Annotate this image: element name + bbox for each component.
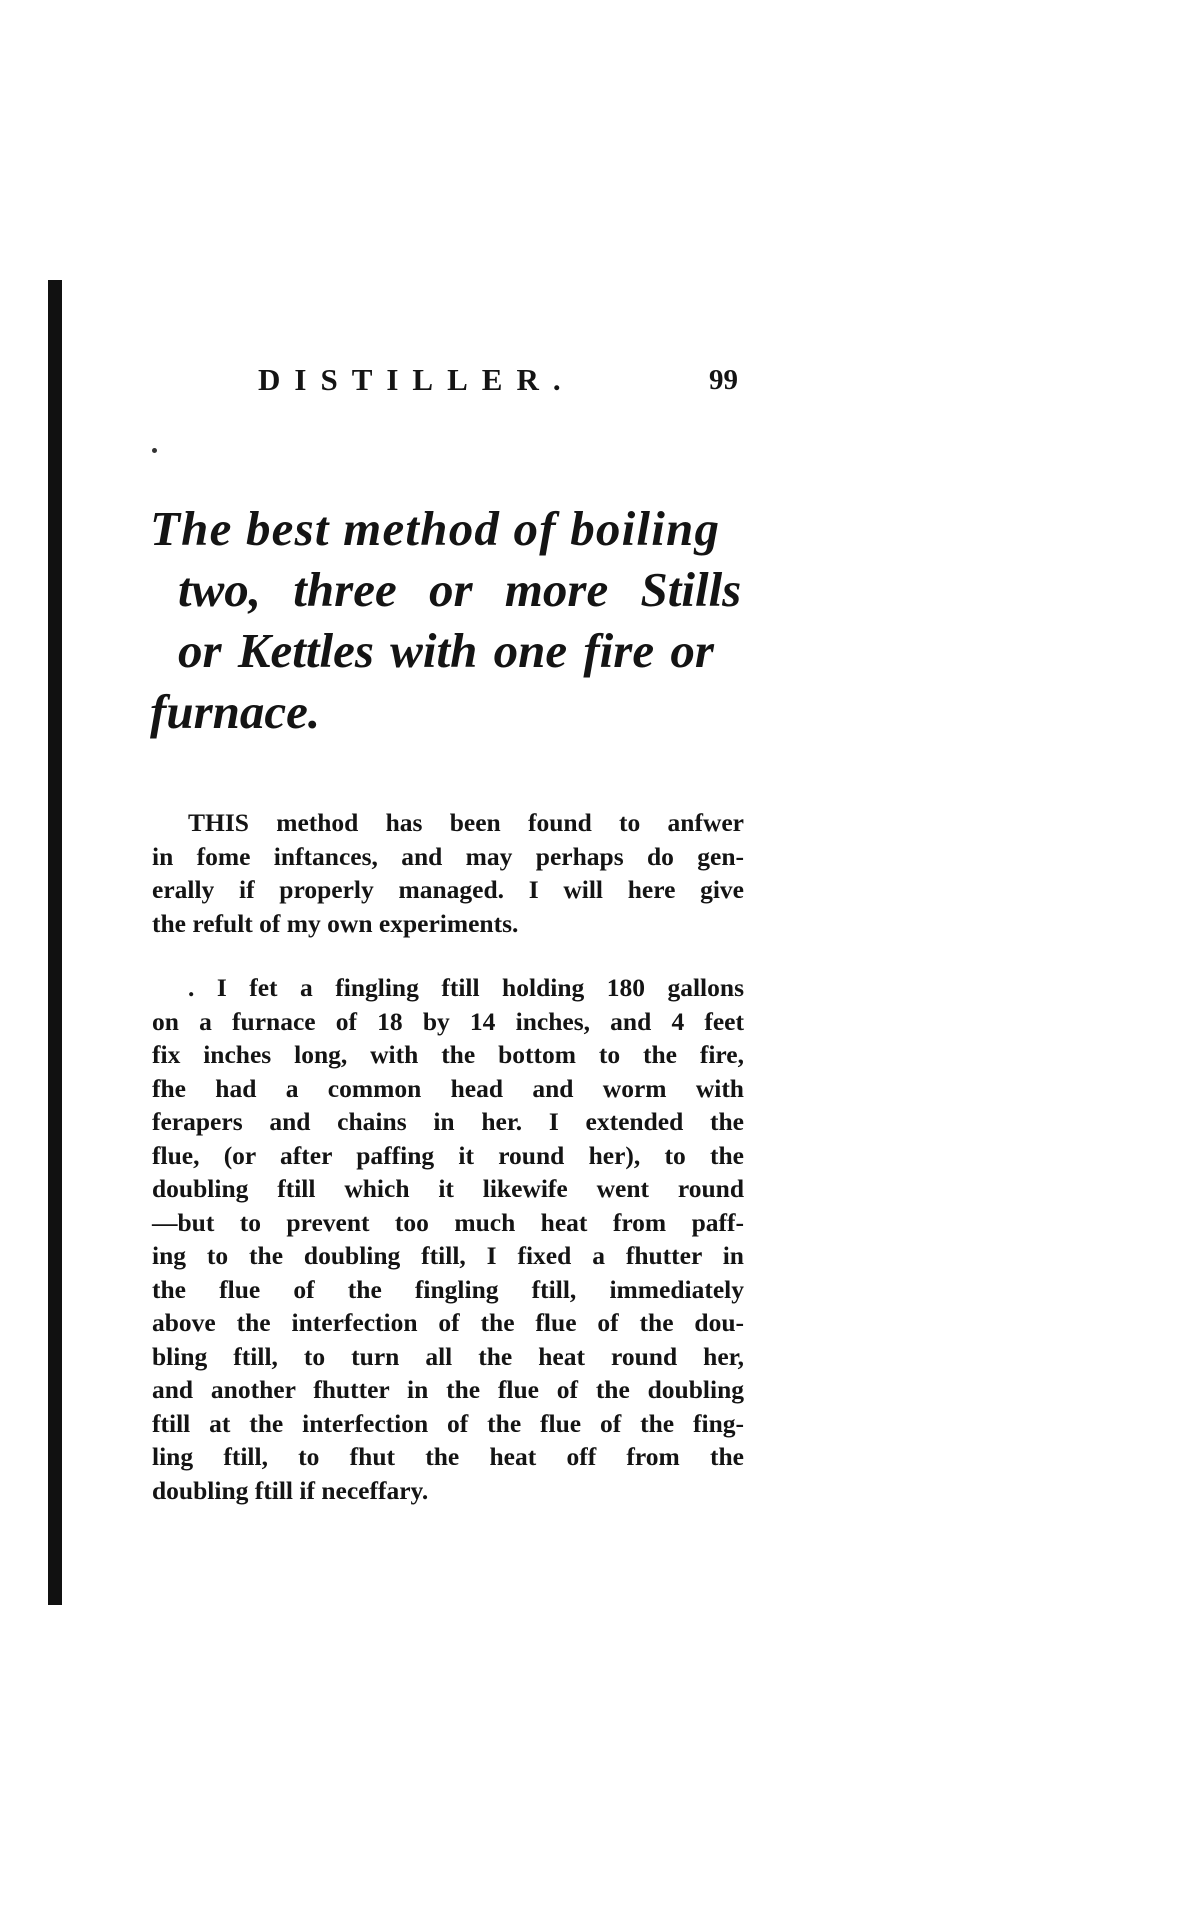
text-line: doubling ftill which it likewife went round xyxy=(152,1174,744,1203)
text-line: ftill at the interfection of the flue of the fing- xyxy=(152,1408,744,1438)
text-line: flue, (or after paffing it round her), to the xyxy=(152,1140,744,1170)
text-line: THIS method has been found to anfwer xyxy=(188,808,744,837)
heading-line: The best method of boiling xyxy=(150,501,721,556)
paragraph-experiment xyxy=(152,971,744,1507)
text-line: fhe had a common head and worm with xyxy=(152,1073,744,1103)
text-line: ing to the doubling ftill, I fixed a fhutter in xyxy=(152,1241,744,1270)
heading-line: two, three or more Stills xyxy=(178,562,742,617)
text-line: on a furnace of 18 by 14 inches, and 4 feet xyxy=(152,1006,744,1036)
text-line: bling ftill, to turn all the heat round her, xyxy=(152,1341,744,1371)
heading-line: furnace. xyxy=(150,684,321,739)
running-title: DISTILLER. xyxy=(258,362,575,397)
text-line: ling ftill, to fhut the heat off from the xyxy=(152,1442,744,1471)
ink-speck xyxy=(152,448,157,453)
text-line: fix inches long, with the bottom to the fire, xyxy=(152,1040,744,1069)
text-line: above the interfection of the flue of the dou- xyxy=(152,1308,744,1337)
scan-binding-edge xyxy=(48,280,62,1605)
text-line: —but to prevent too much heat from paff- xyxy=(152,1207,744,1237)
text-line: doubling ftill if neceffary. xyxy=(152,1475,429,1505)
text-line: the flue of the fingling ftill, immediately xyxy=(152,1274,744,1304)
text-line: . I fet a fingling ftill holding 180 gallons xyxy=(188,973,744,1002)
paragraph-intro xyxy=(152,806,744,940)
text-line: and another fhutter in the flue of the doubling xyxy=(152,1375,744,1404)
chapter-heading xyxy=(150,498,750,742)
heading-line: or Kettles with one fire or xyxy=(178,623,714,678)
text-line: erally if properly managed. I will here give xyxy=(152,875,744,904)
text-line: ferapers and chains in her. I extended the xyxy=(152,1107,744,1136)
text-line: in fome inftances, and may perhaps do gen- xyxy=(152,841,744,871)
page-number: 99 xyxy=(709,364,738,396)
running-head xyxy=(258,362,738,412)
text-line: the refult of my own experiments. xyxy=(152,908,519,938)
